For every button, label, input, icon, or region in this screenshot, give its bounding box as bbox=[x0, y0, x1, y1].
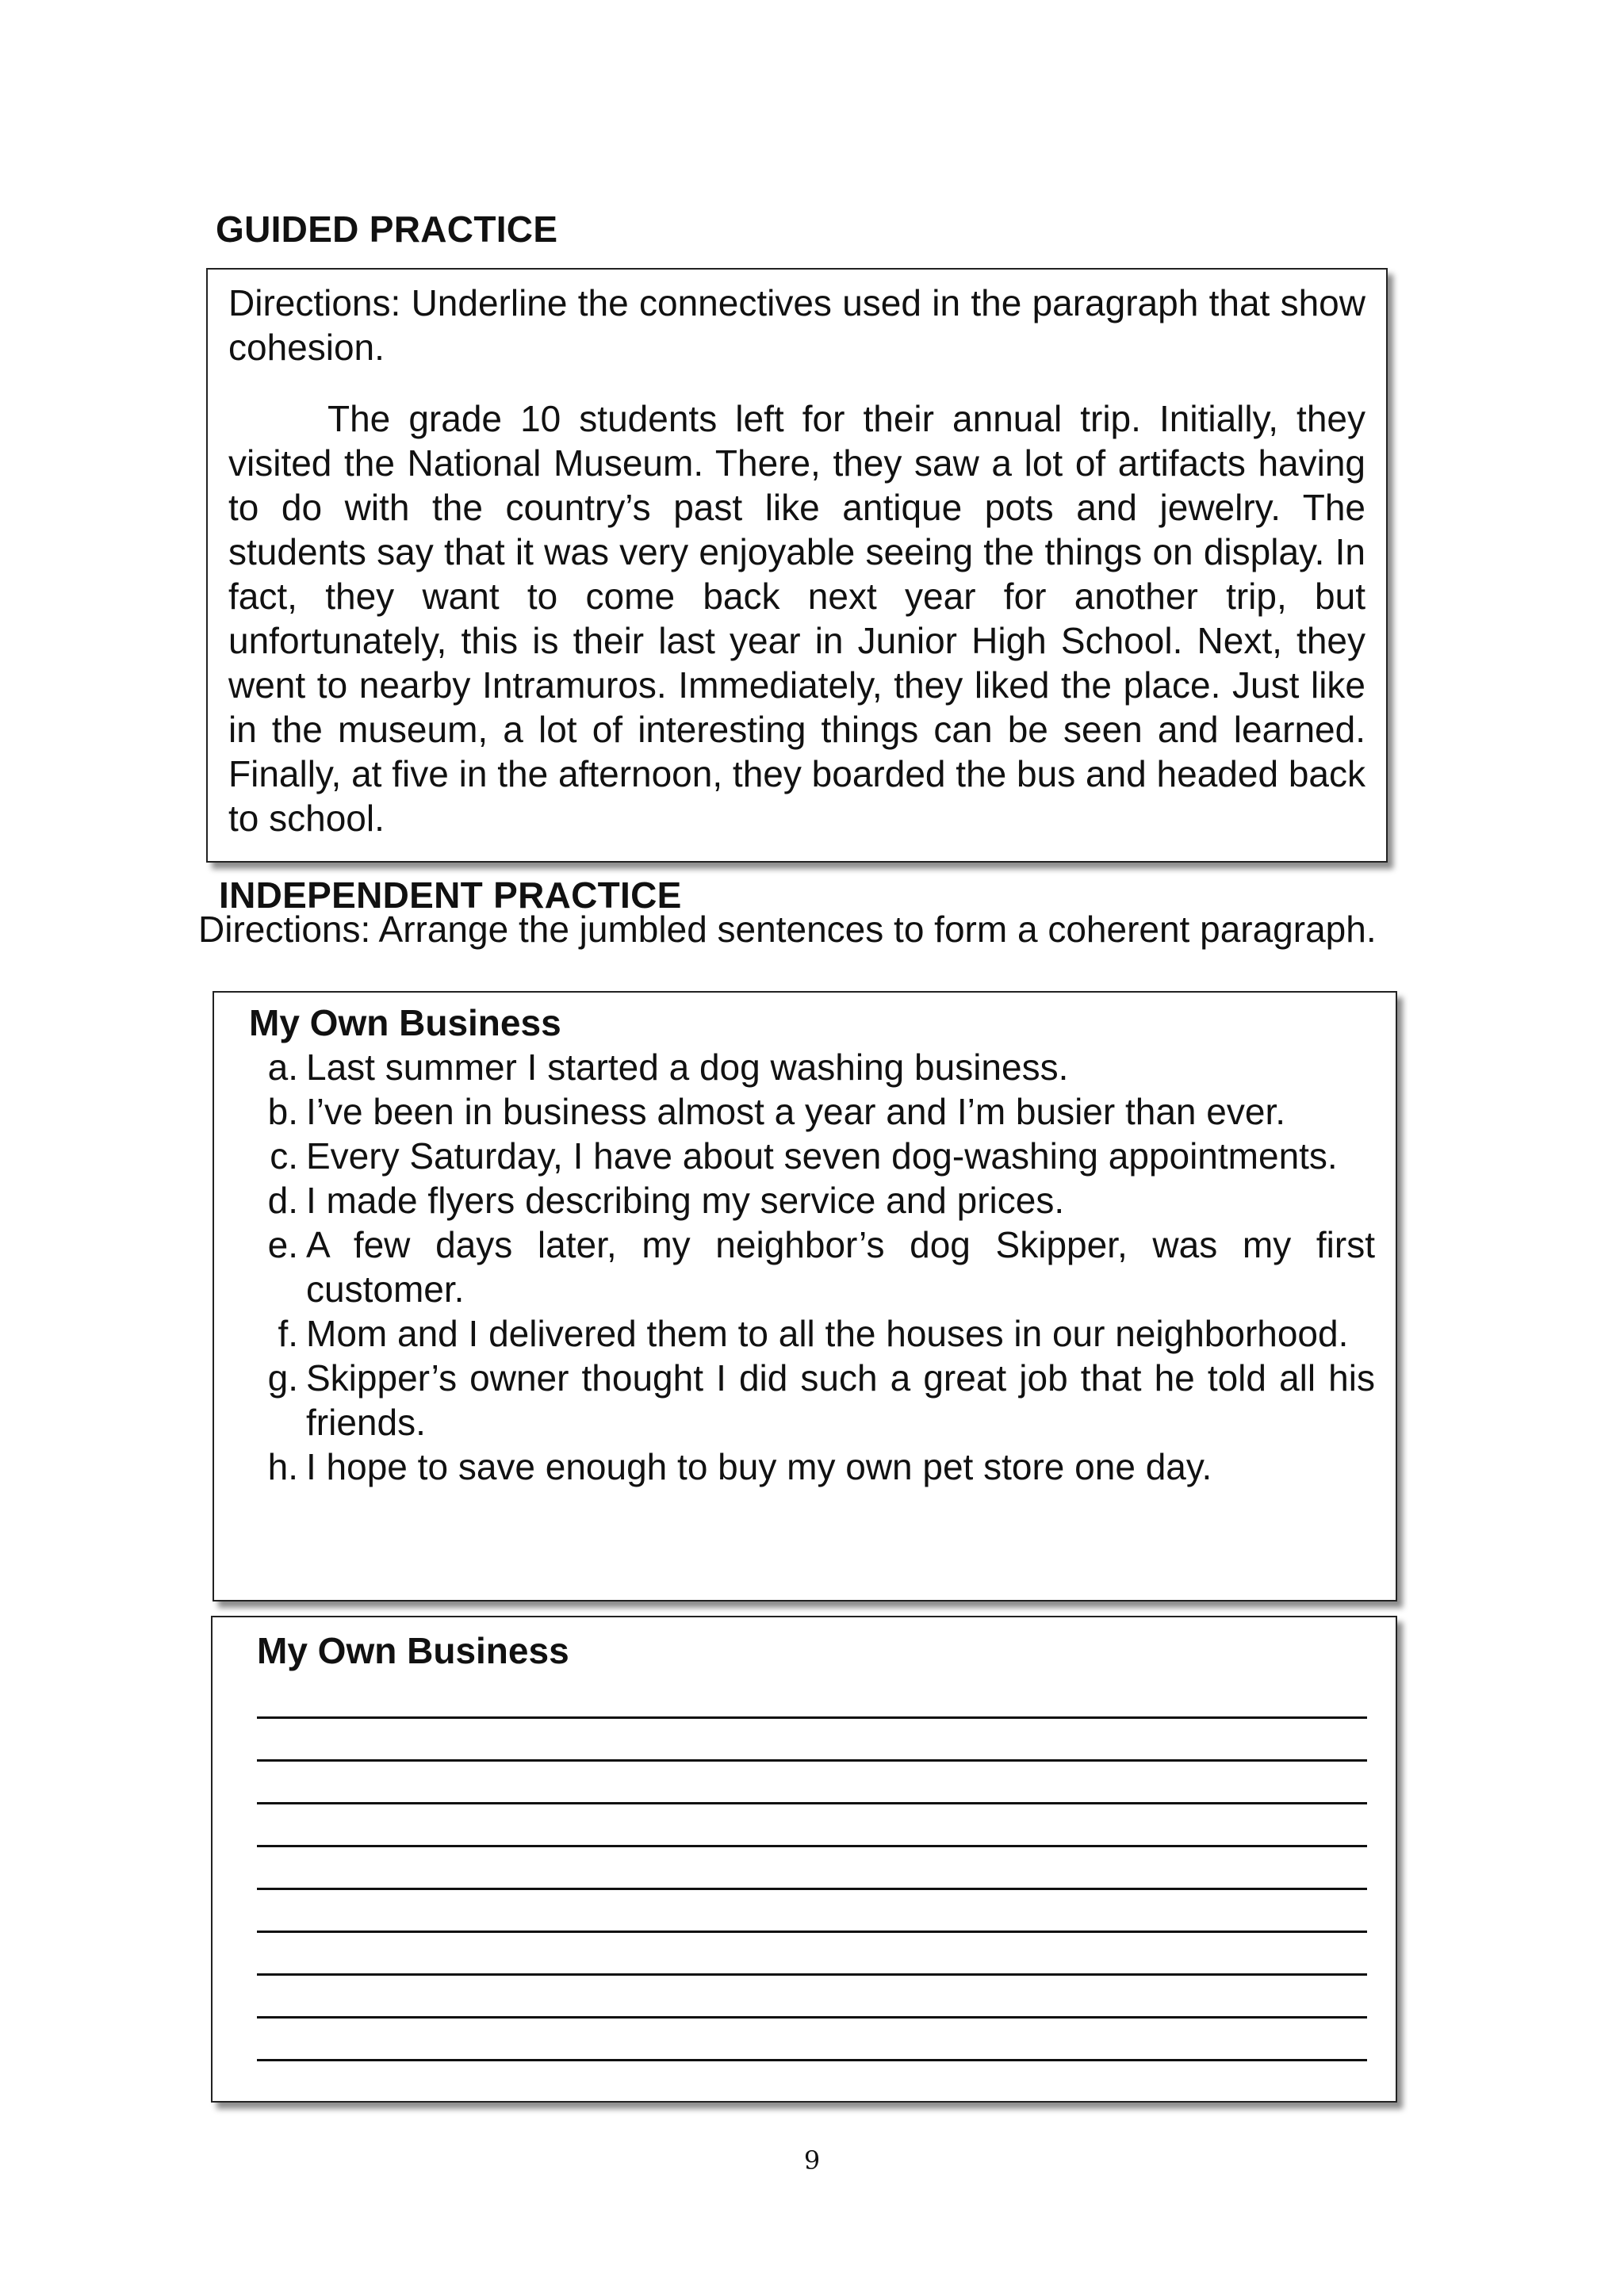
item-letter: d. bbox=[267, 1180, 298, 1221]
writing-line[interactable] bbox=[257, 1762, 1367, 1804]
item-text: Last summer I started a dog washing business. bbox=[306, 1047, 1069, 1088]
item-text: Skipper’s owner thought I did such a great job that he told all his friends. bbox=[306, 1357, 1375, 1443]
writing-line[interactable] bbox=[257, 1976, 1367, 2019]
answer-box-title: My Own Business bbox=[257, 1630, 569, 1671]
writing-line[interactable] bbox=[257, 1933, 1367, 1976]
jumbled-sentence-item bbox=[249, 1311, 1375, 1356]
jumbled-sentence-item bbox=[249, 1178, 1375, 1223]
item-text: I made flyers describing my service and prices. bbox=[306, 1180, 1065, 1221]
jumbled-box-title: My Own Business bbox=[249, 1002, 561, 1043]
jumbled-sentence-item bbox=[249, 1223, 1375, 1311]
item-text: Every Saturday, I have about seven dog-washing appointments. bbox=[306, 1135, 1338, 1177]
guided-practice-heading: GUIDED PRACTICE bbox=[216, 209, 558, 250]
jumbled-sentence-item bbox=[249, 1356, 1375, 1445]
writing-lines bbox=[257, 1676, 1367, 2061]
answer-box bbox=[211, 1616, 1397, 2103]
writing-line[interactable] bbox=[257, 1719, 1367, 1762]
item-letter: f. bbox=[278, 1313, 298, 1354]
writing-line[interactable] bbox=[257, 1890, 1367, 1933]
item-text: I’ve been in business almost a year and I’m busier than ever. bbox=[306, 1091, 1286, 1132]
item-text: I hope to save enough to buy my own pet store one day. bbox=[306, 1446, 1212, 1487]
jumbled-sentence-item bbox=[249, 1045, 1375, 1089]
guided-paragraph: The grade 10 students left for their annual trip. Initially, they visited the National Museum. There, they saw a lot of artifacts having to do with the country’s past like antique pots and jewelry. The students say that it was very enjoyable seeing the things on display. In fact, they want to come back next year for another trip, but unfortunately, this is their last year in Junior High School. Next, they went to nearby Intramuros. Immediately, they liked the place. Just like in the museum, a lot of interesting things can be seen and learned. Finally, at five in the afternoon, they boarded the bus and headed back to school. bbox=[228, 398, 1365, 839]
jumbled-sentence-list bbox=[249, 1045, 1375, 1489]
item-text: A few days later, my neighbor’s dog Skipper, was my first customer. bbox=[306, 1224, 1375, 1310]
item-letter: e. bbox=[267, 1224, 298, 1265]
page-number: 9 bbox=[803, 2145, 821, 2175]
writing-line[interactable] bbox=[257, 2019, 1367, 2061]
writing-line[interactable] bbox=[257, 1676, 1367, 1719]
guided-directions: Directions: Underline the connectives used in the paragraph that show cohesion. bbox=[228, 282, 1365, 368]
writing-line[interactable] bbox=[257, 1847, 1367, 1890]
item-letter: c. bbox=[270, 1135, 298, 1177]
writing-line[interactable] bbox=[257, 1804, 1367, 1847]
jumbled-sentence-item bbox=[249, 1445, 1375, 1489]
independent-directions: Directions: Arrange the jumbled sentences to form a coherent paragraph. bbox=[198, 909, 1377, 950]
item-letter: h. bbox=[267, 1446, 298, 1487]
item-letter: g. bbox=[267, 1357, 298, 1399]
item-letter: a. bbox=[267, 1047, 298, 1088]
jumbled-sentence-item bbox=[249, 1134, 1375, 1178]
jumbled-sentences-box bbox=[213, 991, 1397, 1601]
item-letter: b. bbox=[267, 1091, 298, 1132]
jumbled-sentence-item bbox=[249, 1089, 1375, 1134]
independent-practice-heading: INDEPENDENT PRACTICE bbox=[219, 874, 682, 916]
guided-practice-box bbox=[206, 268, 1388, 863]
item-text: Mom and I delivered them to all the houses in our neighborhood. bbox=[306, 1313, 1349, 1354]
